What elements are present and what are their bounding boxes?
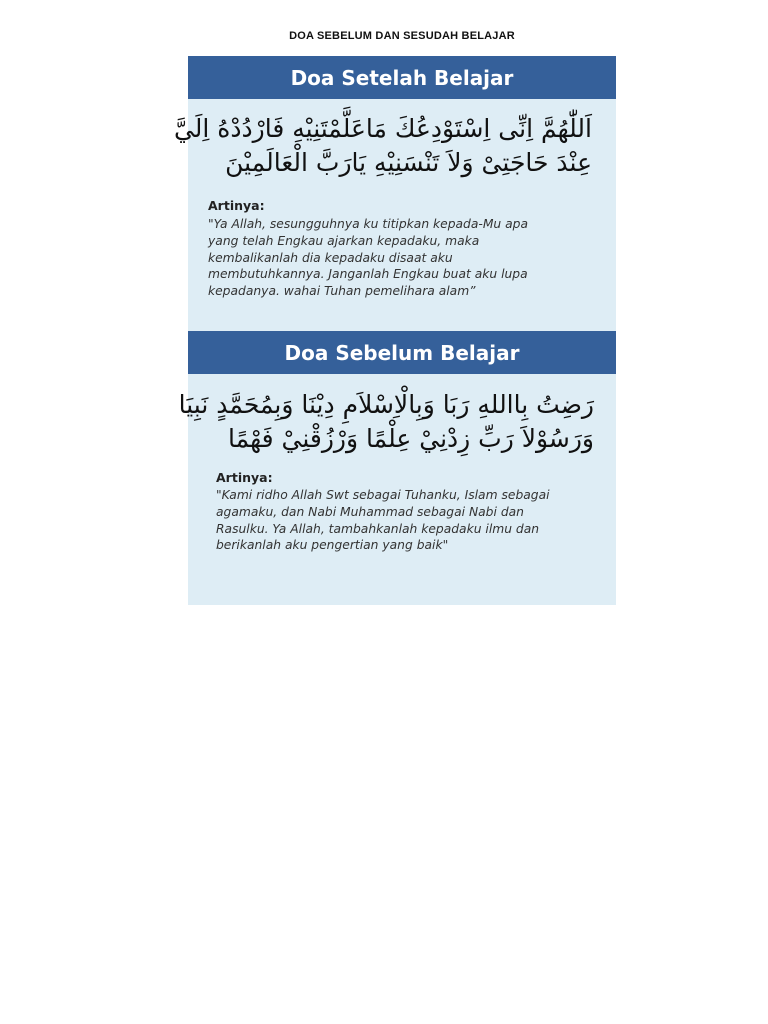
artinya-label: Artinya: [208, 198, 265, 213]
translation-line: "Ya Allah, sesungguhnya ku titipkan kepada-Mu apa [208, 217, 529, 231]
arabic-line: عِنْدَ حَاجَتِىْ وَلاَ تَنْسَنِيْهِ يَارَبَّ الْعَالَمِيْنَ [225, 148, 592, 177]
translation-line: "Kami ridho Allah Swt sebagai Tuhanku, Islam sebagai [216, 488, 550, 502]
translation-line: agamaku, dan Nabi Muhammad sebagai Nabi dan [216, 504, 524, 519]
section-header-before-study [188, 331, 616, 374]
translation-line: Rasulku. Ya Allah, tambahkanlah kepadaku ilmu dan [216, 521, 540, 536]
translation-after-study [208, 216, 528, 300]
section-heading: Doa Sebelum Belajar [284, 340, 520, 365]
arabic-line: وَرَسُوْلاَ رَبِّ زِدْنِيْ عِلْمًا وَرْزُقْنِيْ فَهْمًا [228, 424, 594, 453]
artinya-label: Artinya: [216, 470, 273, 485]
translation-line: kembalikanlah dia kepadaku disaat aku [208, 250, 453, 265]
translation-line: kepadanya. wahai Tuhan pemelihara alam” [208, 284, 476, 299]
arabic-line: رَضِتُ بِااللهِ رَبَا وَبِالْاِسْلاَمِ دِيْنَا وَبِمُحَمَّدٍ نَبِيَا [178, 390, 594, 419]
translation-line: yang telah Engkau ajarkan kepadaku, maka [208, 233, 480, 248]
prayer-card [173, 56, 616, 605]
translation-line: berikanlah aku pengertian yang baik" [216, 538, 449, 553]
translation-before-study [216, 487, 550, 554]
arabic-line: اَللّٰهُمَّ اِنِّى اِسْتَوْدِعُكَ مَاعَلَّمْتَنِيْهِ فَارْدُدْهُ اِلَيَّ [173, 114, 592, 143]
section-header-after-study [188, 56, 616, 99]
translation-line: membutuhkannya. Janganlah Engkau buat aku lupa [208, 267, 528, 282]
arabic-prayer-after-study [174, 112, 592, 180]
page-title: DOA SEBELUM DAN SESUDAH BELAJAR [289, 30, 515, 42]
section-heading: Doa Setelah Belajar [290, 65, 514, 90]
arabic-prayer-before-study [179, 388, 594, 456]
